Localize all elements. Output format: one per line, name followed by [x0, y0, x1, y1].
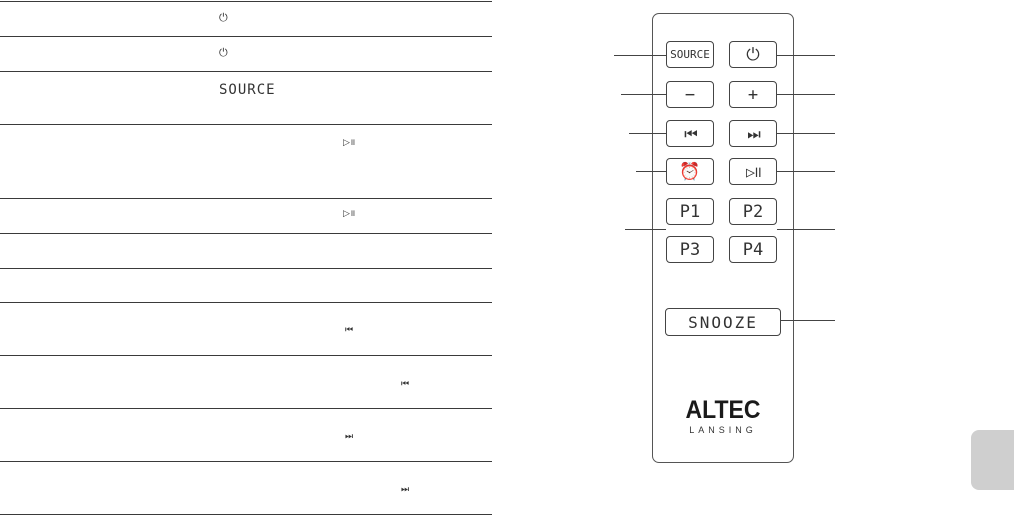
previous-track-button[interactable]: ⏮: [666, 120, 714, 147]
table-rule: [0, 124, 492, 125]
play-pause-icon: ▷॥: [343, 138, 356, 148]
table-rule: [0, 233, 492, 234]
volume-down-button[interactable]: −: [666, 81, 714, 108]
callout-line: [777, 229, 835, 230]
snooze-button[interactable]: SNOOZE: [665, 308, 781, 336]
next-track-icon: ⏭: [345, 432, 354, 442]
brand-logo: [652, 398, 794, 435]
source-label: SOURCE: [219, 82, 276, 98]
callout-line: [777, 55, 835, 56]
table-rule: [0, 268, 492, 269]
next-track-icon: ⏭: [401, 485, 410, 495]
previous-track-icon: ⏮: [345, 325, 354, 335]
alarm-button[interactable]: ⏰: [666, 158, 714, 185]
power-button[interactable]: ⏻: [729, 41, 777, 68]
source-button[interactable]: SOURCE: [666, 41, 714, 68]
next-track-button[interactable]: ⏭: [729, 120, 777, 147]
logo-brand-text: ALTEC: [685, 396, 761, 424]
previous-track-icon: ⏮: [401, 379, 410, 389]
power-icon: ⏻: [219, 11, 228, 24]
callout-line: [781, 320, 835, 321]
table-rule: [0, 355, 492, 356]
callout-line: [777, 171, 835, 172]
power-icon: ⏻: [219, 46, 228, 59]
table-rule: [0, 198, 492, 199]
callout-line: [636, 171, 666, 172]
callout-line: [621, 94, 666, 95]
play-pause-button[interactable]: ▷॥: [729, 158, 777, 185]
preset-3-button[interactable]: P3: [666, 236, 714, 263]
play-pause-icon: ▷॥: [343, 209, 356, 219]
preset-2-button[interactable]: P2: [729, 198, 777, 225]
callout-line: [777, 94, 835, 95]
preset-4-button[interactable]: P4: [729, 236, 777, 263]
volume-up-button[interactable]: +: [729, 81, 777, 108]
table-rule: [0, 302, 492, 303]
logo-sub-text: LANSING: [689, 425, 757, 435]
callout-line: [629, 133, 666, 134]
table-rule: [0, 71, 492, 72]
table-rule: [0, 408, 492, 409]
table-rule: [0, 461, 492, 462]
table-rule: [0, 36, 492, 37]
table-rule-top: [0, 1, 492, 2]
page-tab: [971, 430, 1014, 490]
preset-1-button[interactable]: P1: [666, 198, 714, 225]
callout-line: [614, 55, 666, 56]
callout-line: [625, 229, 666, 230]
callout-line: [777, 133, 835, 134]
